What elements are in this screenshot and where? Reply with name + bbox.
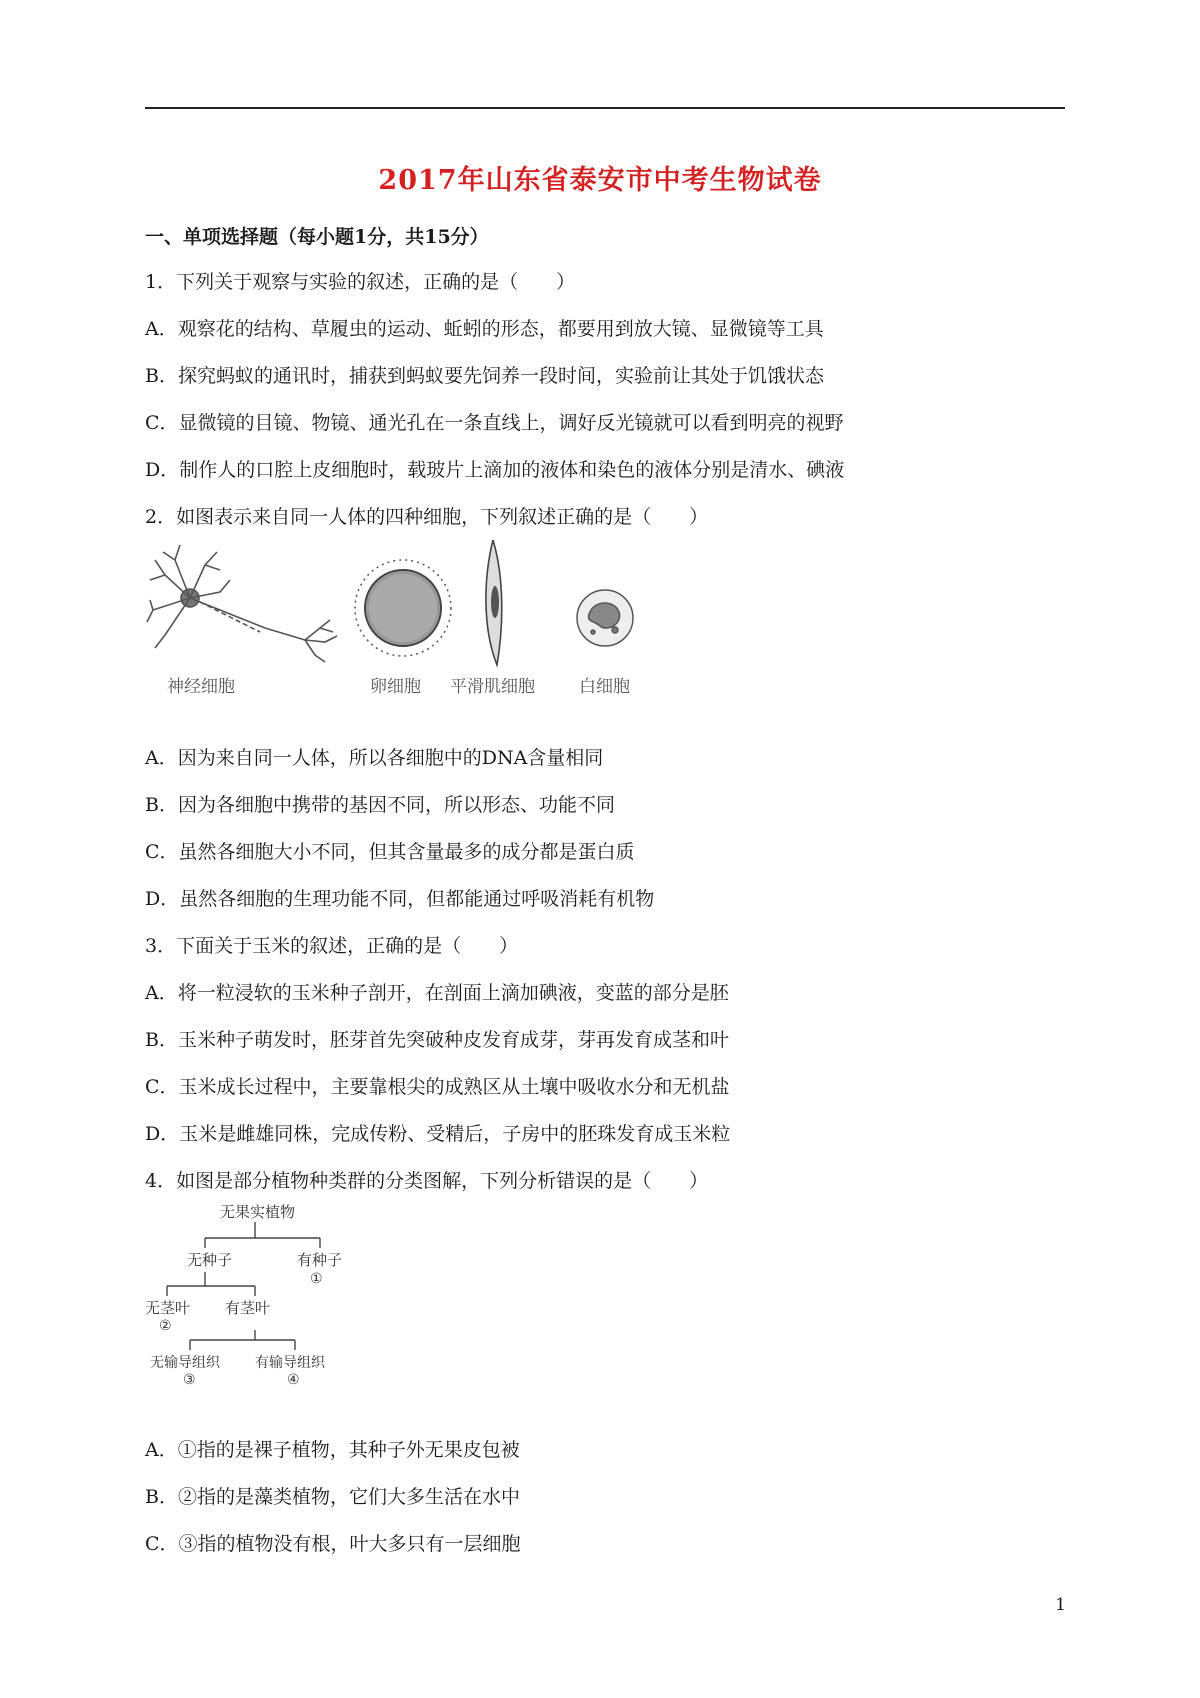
egg-cell-illustration xyxy=(355,560,451,656)
smooth-muscle-label: 平滑肌细胞 xyxy=(450,677,535,697)
q3-stem: 3．下面关于玉米的叙述，正确的是（ ） xyxy=(145,935,519,957)
plant-classification-tree xyxy=(145,1200,375,1400)
q2-option-c: C．虽然各细胞大小不同，但其含量最多的成分都是蛋白质 xyxy=(145,841,635,863)
q1-option-b: B．探究蚂蚁的通讯时，捕获到蚂蚁要先饲养一段时间，实验前让其处于饥饿状态 xyxy=(145,365,824,387)
tree-mark-1: ① xyxy=(310,1271,323,1287)
q1-option-c: C．显微镜的目镜、物镜、通光孔在一条直线上，调好反光镜就可以看到明亮的视野 xyxy=(145,412,844,434)
egg-cell-label: 卵细胞 xyxy=(370,677,421,697)
white-blood-cell-illustration xyxy=(577,590,633,646)
header-rule xyxy=(145,107,1065,109)
q4-option-a: A．①指的是裸子植物，其种子外无果皮包被 xyxy=(145,1439,520,1461)
tree-no-seed: 无种子 xyxy=(187,1251,233,1269)
exam-title: 2017年山东省泰安市中考生物试卷 xyxy=(378,165,822,196)
tree-no-stem-leaf: 无茎叶 xyxy=(145,1299,191,1317)
q3-option-c: C．玉米成长过程中，主要靠根尖的成熟区从土壤中吸收水分和无机盐 xyxy=(145,1076,730,1098)
smooth-muscle-illustration xyxy=(486,540,502,665)
cell-types-figure xyxy=(145,540,655,710)
tree-mark-2: ② xyxy=(159,1318,172,1334)
tree-has-seed: 有种子 xyxy=(297,1251,343,1269)
tree-mark-4: ④ xyxy=(287,1372,300,1388)
tree-has-stem-leaf: 有茎叶 xyxy=(225,1299,271,1317)
q3-option-d: D．玉米是雌雄同株，完成传粉、受精后，子房中的胚珠发育成玉米粒 xyxy=(145,1123,731,1145)
q2-option-a: A．因为来自同一人体，所以各细胞中的DNA含量相同 xyxy=(145,747,604,769)
section-heading: 一、单项选择题（每小题1分，共15分） xyxy=(145,226,489,248)
tree-no-vascular: 无输导组织 xyxy=(150,1355,220,1371)
white-blood-cell-label: 白细胞 xyxy=(579,677,630,697)
q4-option-c: C．③指的植物没有根，叶大多只有一层细胞 xyxy=(145,1533,521,1555)
q2-option-d: D．虽然各细胞的生理功能不同，但都能通过呼吸消耗有机物 xyxy=(145,888,655,910)
neuron-illustration xyxy=(147,545,337,662)
tree-mark-3: ③ xyxy=(183,1372,196,1388)
q4-stem: 4．如图是部分植物种类群的分类图解，下列分析错误的是（ ） xyxy=(145,1170,709,1192)
q1-option-a: A．观察花的结构、草履虫的运动、蚯蚓的形态，都要用到放大镜、显微镜等工具 xyxy=(145,318,824,340)
page-number: 1 xyxy=(1055,1595,1066,1615)
q3-option-a: A．将一粒浸软的玉米种子剖开，在剖面上滴加碘液，变蓝的部分是胚 xyxy=(145,982,729,1004)
tree-root: 无果实植物 xyxy=(220,1203,296,1221)
tree-has-vascular: 有输导组织 xyxy=(255,1355,325,1371)
q1-stem: 1．下列关于观察与实验的叙述，正确的是（ ） xyxy=(145,271,576,293)
q3-option-b: B．玉米种子萌发时，胚芽首先突破种皮发育成芽，芽再发育成茎和叶 xyxy=(145,1029,729,1051)
neuron-label: 神经细胞 xyxy=(167,677,235,697)
q1-option-d: D．制作人的口腔上皮细胞时，载玻片上滴加的液体和染色的液体分别是清水、碘液 xyxy=(145,459,845,481)
q2-stem: 2．如图表示来自同一人体的四种细胞，下列叙述正确的是（ ） xyxy=(145,506,709,528)
q4-option-b: B．②指的是藻类植物，它们大多生活在水中 xyxy=(145,1486,520,1508)
tree-connectors xyxy=(167,1222,320,1350)
q2-option-b: B．因为各细胞中携带的基因不同，所以形态、功能不同 xyxy=(145,794,615,816)
